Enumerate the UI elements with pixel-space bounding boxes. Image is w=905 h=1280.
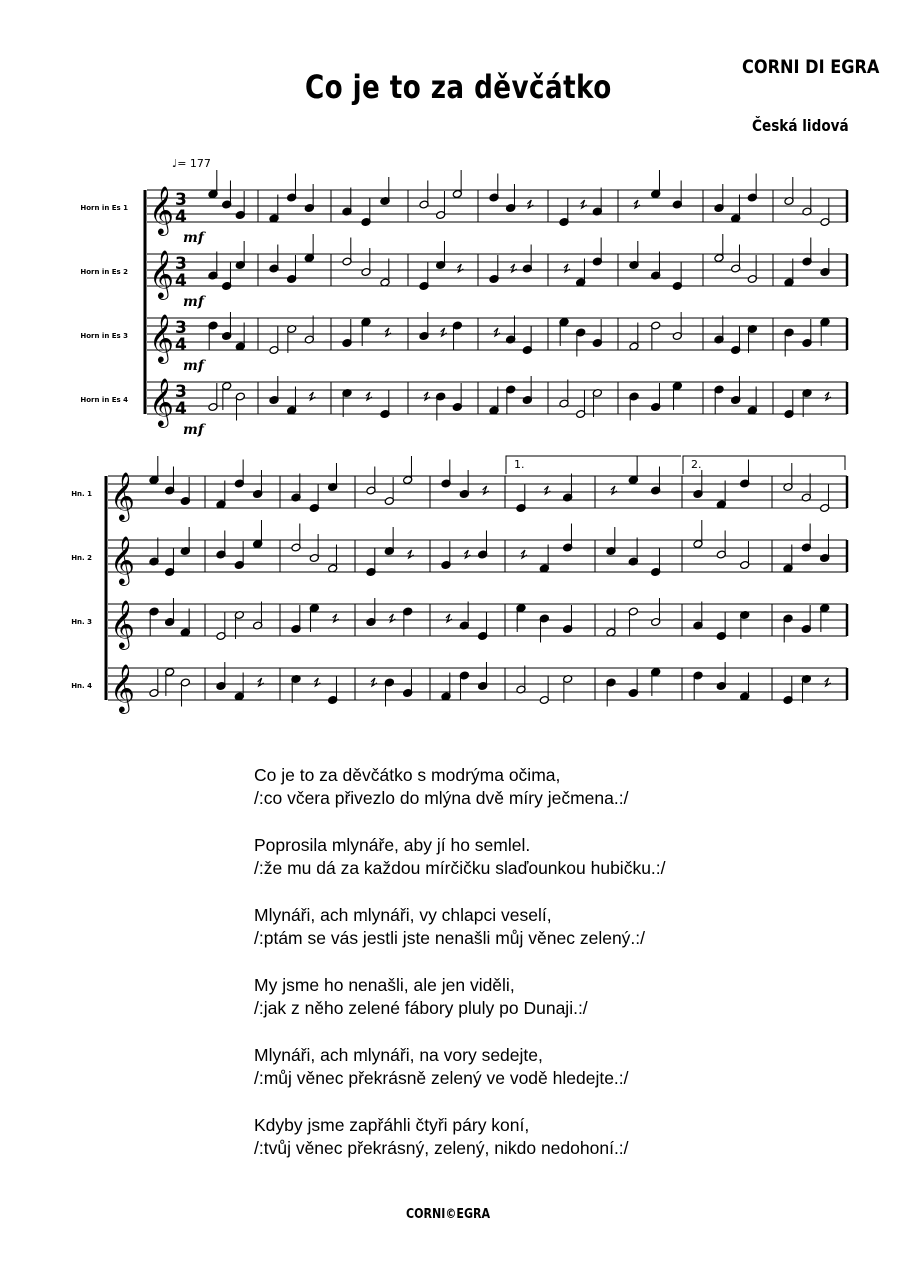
part-label: Hn. 1 (71, 490, 92, 498)
rest-icon (825, 678, 831, 686)
lyric-line: /:můj věnec překrásně zelený ve vodě hledejte.:/ (254, 1068, 629, 1088)
score-system-2 (71, 456, 847, 714)
composer-credit: Česká lidová (752, 116, 849, 135)
dynamic-marking: mf (183, 422, 204, 438)
part-label: Hn. 4 (71, 682, 92, 690)
part-label: Hn. 3 (71, 618, 92, 626)
part-label: Horn in Es 1 (80, 204, 128, 212)
lyric-line: /:jak z něho zelené fábory pluly po Dunaji.:/ (254, 998, 588, 1018)
rest-icon (634, 200, 640, 208)
part-label: Horn in Es 4 (80, 396, 128, 404)
time-signature: 4 (175, 271, 187, 291)
rest-icon (441, 328, 447, 336)
lyrics-stanza (254, 764, 774, 810)
treble-clef-icon: 𝄞 (149, 377, 174, 426)
footer-copyright: CORNI©EGRA (406, 1207, 491, 1222)
rest-icon (424, 392, 430, 400)
part-label: Horn in Es 2 (80, 268, 128, 276)
dynamic-marking: mf (183, 230, 204, 246)
lyrics-stanza (254, 1114, 774, 1160)
rest-icon (825, 392, 831, 400)
time-signature: 3 (175, 190, 187, 210)
lyric-line: Mlynáři, ach mlynáři, vy chlapci veselí, (254, 905, 552, 925)
rest-icon (564, 264, 570, 272)
score-system-1 (80, 170, 847, 438)
treble-clef-icon: 𝄞 (110, 663, 135, 712)
rest-icon (258, 678, 264, 686)
rest-icon (371, 678, 377, 686)
lyric-line: Mlynáři, ach mlynáři, na vory sedejte, (254, 1045, 543, 1065)
rest-icon (314, 678, 320, 686)
volta-bracket (683, 456, 845, 474)
rest-icon (309, 392, 315, 400)
volta-bracket (506, 456, 681, 474)
lyric-line: My jsme ho nenašli, ale jen viděli, (254, 975, 515, 995)
rest-icon (457, 264, 463, 272)
rest-icon (483, 486, 489, 494)
lyric-line: Kdyby jsme zapřáhli čtyři páry koní, (254, 1115, 530, 1135)
rest-icon (494, 328, 500, 336)
rest-icon (385, 328, 391, 336)
volta-label: 1. (514, 458, 525, 471)
treble-clef-icon: 𝄞 (110, 471, 135, 520)
lyrics-stanza (254, 904, 774, 950)
rest-icon (464, 550, 470, 558)
rest-icon (366, 392, 372, 400)
treble-clef-icon: 𝄞 (149, 249, 174, 298)
lyrics-stanza (254, 834, 774, 880)
rest-icon (521, 550, 527, 558)
rest-icon (611, 486, 617, 494)
part-label: Horn in Es 3 (80, 332, 128, 340)
rest-icon (408, 550, 414, 558)
dynamic-marking: mf (183, 358, 204, 374)
time-signature: 3 (175, 254, 187, 274)
rest-icon (389, 614, 395, 622)
rest-icon (544, 486, 550, 494)
rest-icon (527, 200, 533, 208)
lyric-line: /:že mu dá za každou mírčičku slaďounkou hubičku.:/ (254, 858, 666, 878)
page-title: Co je to za děvčátko (305, 68, 612, 106)
treble-clef-icon: 𝄞 (110, 599, 135, 648)
time-signature: 4 (175, 335, 187, 355)
volta-label: 2. (691, 458, 702, 471)
lyrics-block (254, 764, 774, 1184)
tempo-marking: ♩= 177 (172, 157, 211, 170)
time-signature: 4 (175, 207, 187, 227)
time-signature: 3 (175, 318, 187, 338)
ensemble-name: CORNI DI EGRA (742, 56, 880, 78)
rest-icon (333, 614, 339, 622)
treble-clef-icon: 𝄞 (149, 313, 174, 362)
treble-clef-icon: 𝄞 (149, 185, 174, 234)
lyric-line: /:ptám se vás jestli jste nenašli můj věnec zelený.:/ (254, 928, 646, 948)
lyric-line: /:co včera přivezlo do mlýna dvě míry ječmena.:/ (254, 788, 629, 808)
lyric-line: Poprosila mlynáře, aby jí ho semlel. (254, 835, 531, 855)
lyrics-stanza (254, 1044, 774, 1090)
dynamic-marking: mf (183, 294, 204, 310)
lyric-line: Co je to za děvčátko s modrýma očima, (254, 765, 561, 785)
treble-clef-icon: 𝄞 (110, 535, 135, 584)
time-signature: 3 (175, 382, 187, 402)
lyric-line: /:tvůj věnec překrásný, zelený, nikdo nedohoní.:/ (254, 1138, 629, 1158)
time-signature: 4 (175, 399, 187, 419)
rest-icon (446, 614, 452, 622)
part-label: Hn. 2 (71, 554, 92, 562)
rest-icon (511, 264, 517, 272)
lyrics-stanza (254, 974, 774, 1020)
rest-icon (581, 200, 587, 208)
